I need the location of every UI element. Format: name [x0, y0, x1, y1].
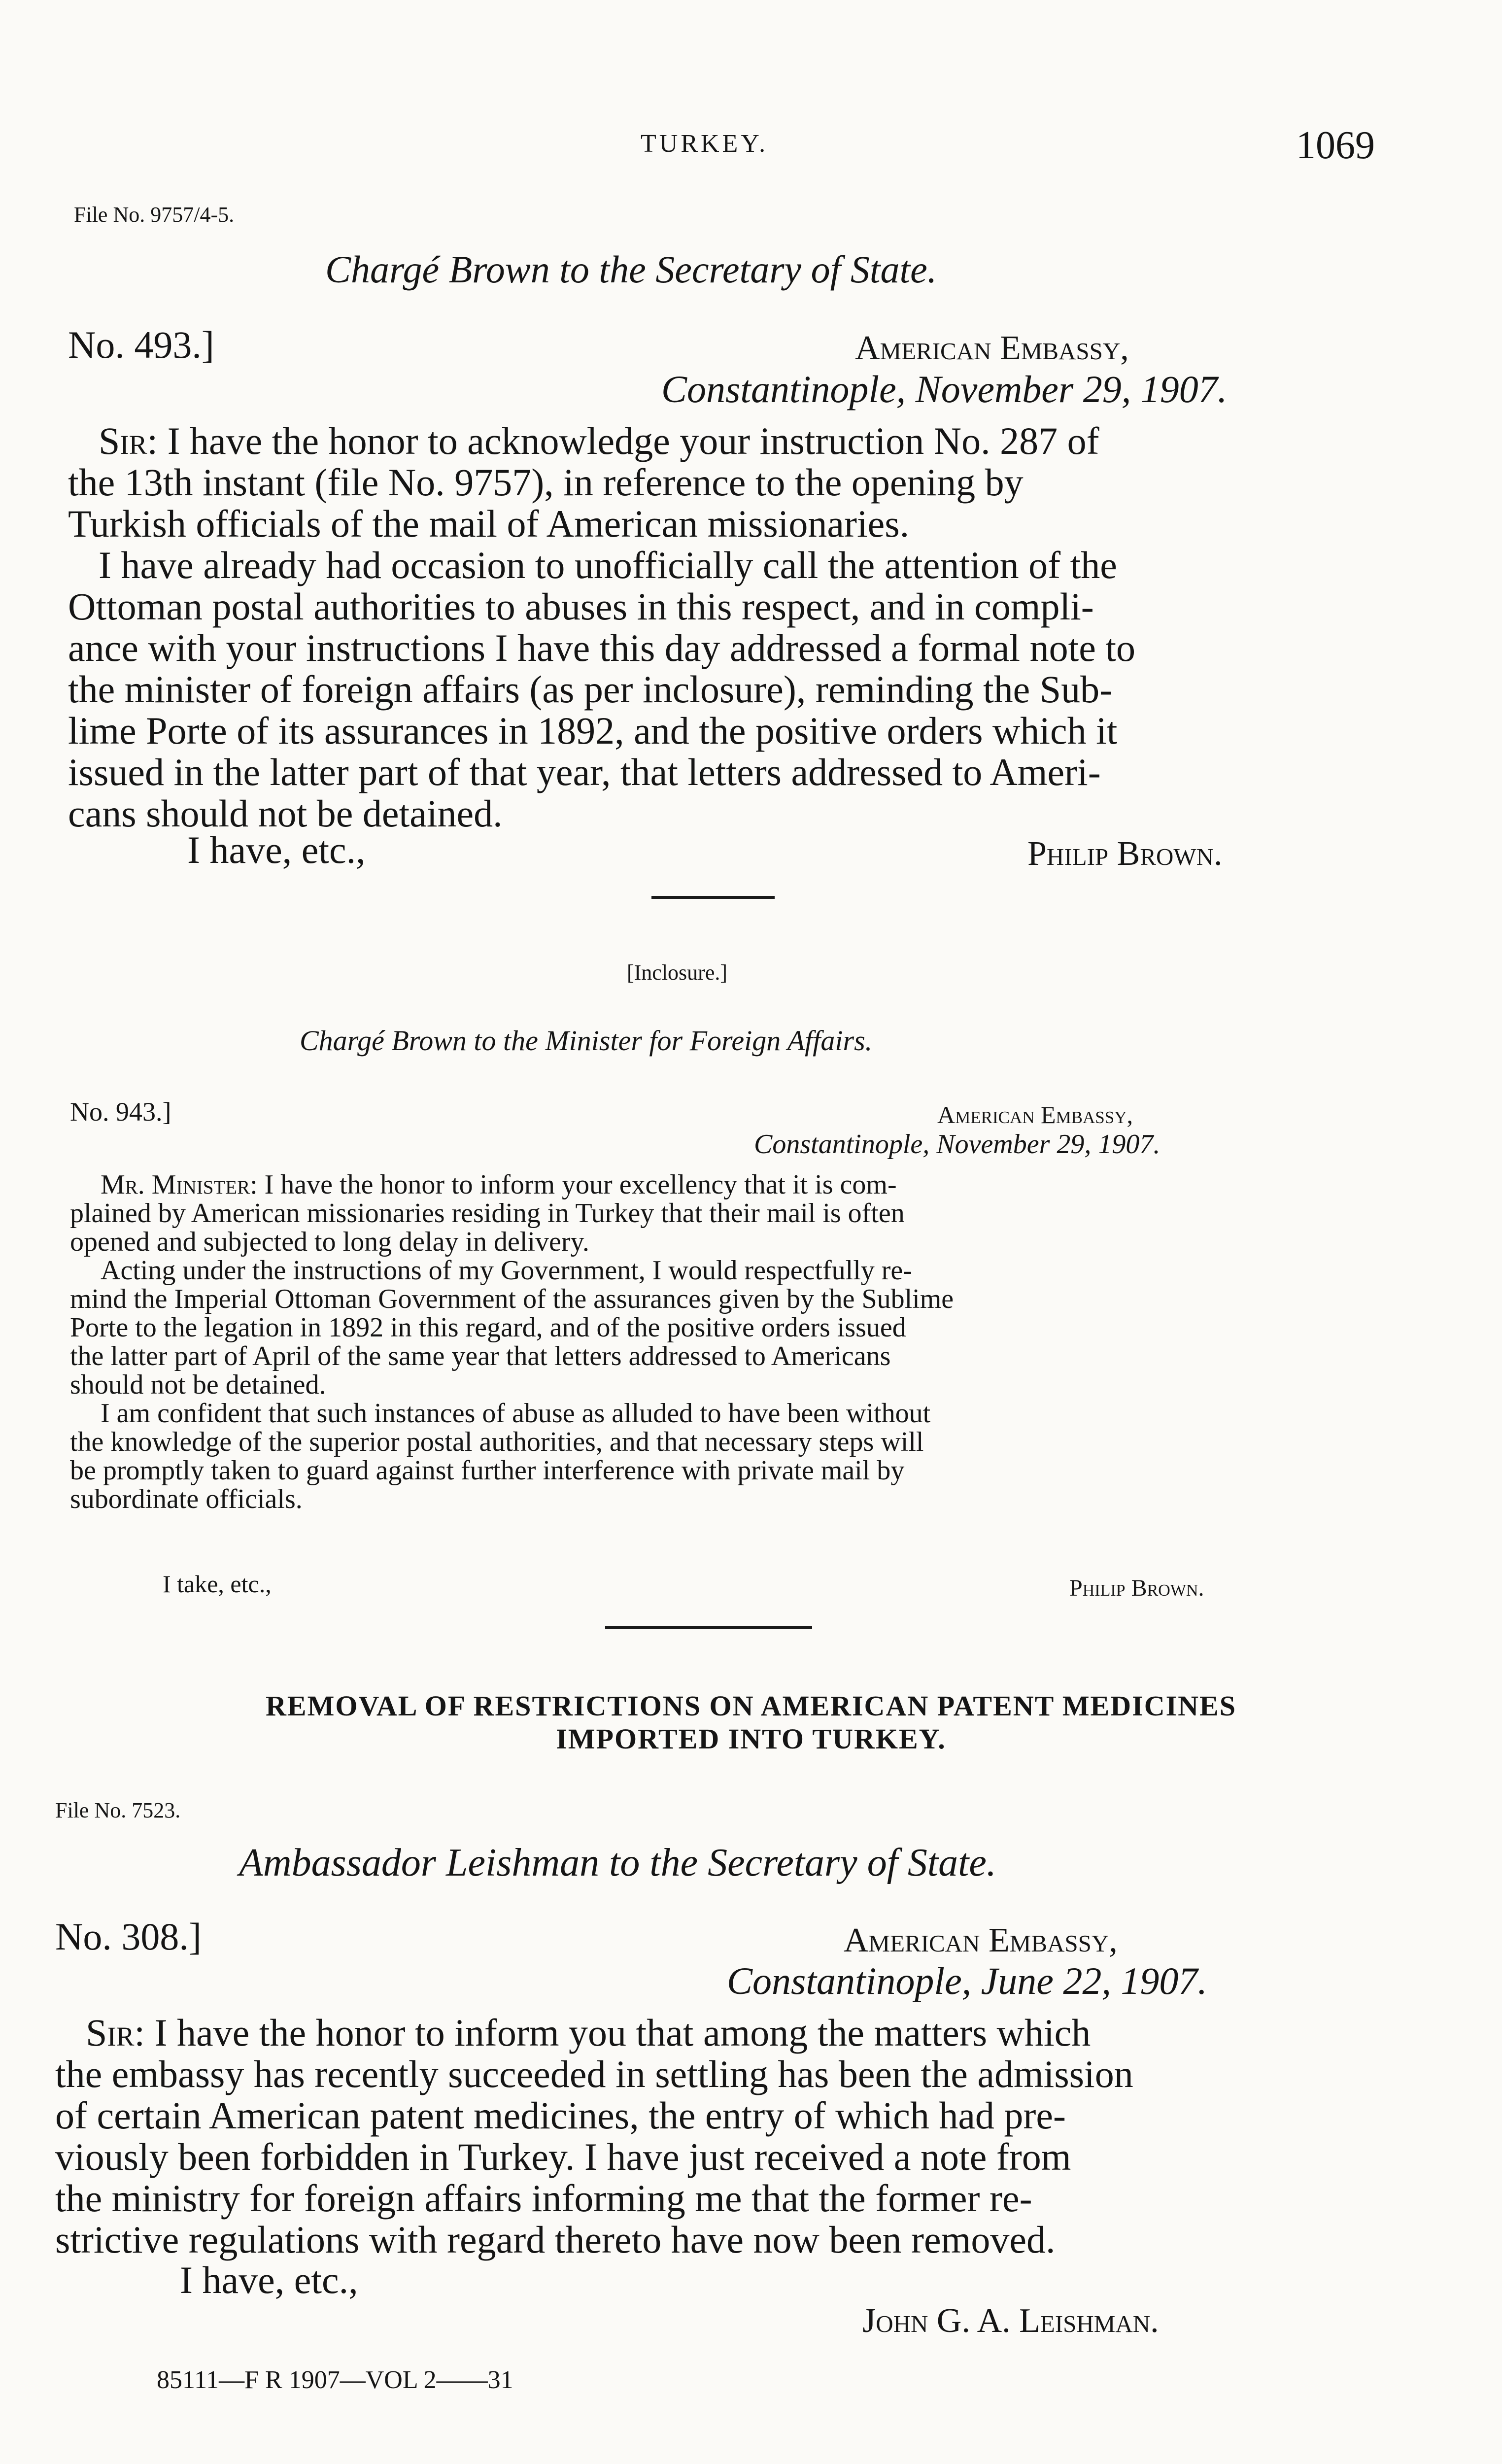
signature: Philip Brown.: [1027, 835, 1223, 873]
body-line: the knowledge of the superior postal authorities, and that necessary steps will: [70, 1427, 924, 1457]
letter-title: Chargé Brown to the Minister for Foreign Affairs.: [300, 1025, 873, 1057]
body-line: the minister of foreign affairs (as per inclosure), reminding the Sub-: [68, 668, 1113, 711]
body-line: Ottoman postal authorities to abuses in this respect, and in compli-: [68, 585, 1094, 628]
body-line: cans should not be detained.: [68, 792, 503, 835]
body-line: issued in the latter part of that year, that letters addressed to Ameri-: [68, 751, 1101, 793]
body-line: the latter part of April of the same year that letters addressed to Americans: [70, 1341, 891, 1371]
signature: John G. A. Leishman.: [862, 2302, 1159, 2340]
embassy-heading: American Embassy,: [844, 1921, 1118, 1959]
closing: I take, etc.,: [163, 1570, 272, 1598]
body-line: should not be detained.: [70, 1369, 326, 1400]
salutation: Sir:: [86, 2011, 145, 2054]
place-date: Constantinople, November 29, 1907.: [661, 368, 1228, 411]
body-line: Sir: I have the honor to acknowledge your instruction No. 287 of: [99, 419, 1099, 462]
embassy-heading: American Embassy,: [937, 1101, 1133, 1129]
body-line: ance with your instructions I have this day addressed a formal note to: [68, 626, 1136, 669]
letter-title: Chargé Brown to the Secretary of State.: [325, 248, 937, 291]
file-number: File No. 9757/4-5.: [74, 203, 235, 227]
body-line: I have already had occasion to unofficially call the attention of the: [99, 544, 1117, 586]
body-line: subordinate officials.: [70, 1484, 303, 1514]
body-line: Mr. Minister: I have the honor to inform your excellency that it is com-: [101, 1169, 897, 1200]
body-line: plained by American missionaries residing in Turkey that their mail is often: [70, 1198, 905, 1229]
body-line: mind the Imperial Ottoman Government of the assurances given by the Sublime: [70, 1284, 954, 1314]
body-line: be promptly taken to guard against further interference with private mail by: [70, 1455, 905, 1486]
body-line: the embassy has recently succeeded in settling has been the admission: [55, 2053, 1133, 2095]
despatch-number: No. 308.]: [55, 1915, 202, 1958]
body-line: Acting under the instructions of my Government, I would respectfully re-: [101, 1255, 912, 1286]
despatch-number: No. 493.]: [68, 323, 214, 366]
signature: Philip Brown.: [1069, 1575, 1204, 1601]
salutation: Sir:: [99, 419, 158, 462]
place-date: Constantinople, November 29, 1907.: [754, 1129, 1161, 1160]
page-number: 1069: [1296, 124, 1375, 167]
running-head: TURKEY.: [641, 130, 769, 158]
divider: [651, 896, 775, 899]
printer-signature-mark: 85111—F R 1907—VOL 2——31: [157, 2366, 513, 2394]
closing: I have, etc.,: [187, 828, 366, 871]
body-line: of certain American patent medicines, the entry of which had pre-: [55, 2094, 1066, 2137]
salutation: Mr. Minister:: [101, 1169, 258, 1200]
body-line: viously been forbidden in Turkey. I have just received a note from: [55, 2135, 1071, 2178]
body-line: strictive regulations with regard thereto have now been removed.: [55, 2218, 1056, 2261]
letter-title: Ambassador Leishman to the Secretary of State.: [239, 1841, 996, 1884]
body-line: I am confident that such instances of abuse as alluded to have been without: [101, 1398, 931, 1429]
embassy-heading: American Embassy,: [855, 329, 1129, 367]
body-line: Sir: I have the honor to inform you that among the matters which: [86, 2011, 1091, 2054]
body-line: lime Porte of its assurances in 1892, and the positive orders which it: [68, 709, 1118, 752]
inclosure-label: [Inclosure.]: [627, 960, 728, 985]
body-line: Porte to the legation in 1892 in this regard, and of the positive orders issued: [70, 1312, 906, 1343]
body-line: the ministry for foreign affairs informing me that the former re-: [55, 2177, 1032, 2220]
place-date: Constantinople, June 22, 1907.: [727, 1959, 1207, 2002]
despatch-number: No. 943.]: [70, 1097, 171, 1127]
section-heading: REMOVAL OF RESTRICTIONS ON AMERICAN PATENT MEDICINES: [266, 1690, 1236, 1722]
divider: [605, 1626, 812, 1629]
file-number: File No. 7523.: [55, 1798, 181, 1822]
body-line: Turkish officials of the mail of American missionaries.: [68, 502, 910, 545]
section-heading-continued: IMPORTED INTO TURKEY.: [556, 1723, 946, 1755]
closing: I have, etc.,: [180, 2259, 358, 2301]
body-line: the 13th instant (file No. 9757), in reference to the opening by: [68, 461, 1024, 504]
body-line: opened and subjected to long delay in delivery.: [70, 1227, 589, 1257]
